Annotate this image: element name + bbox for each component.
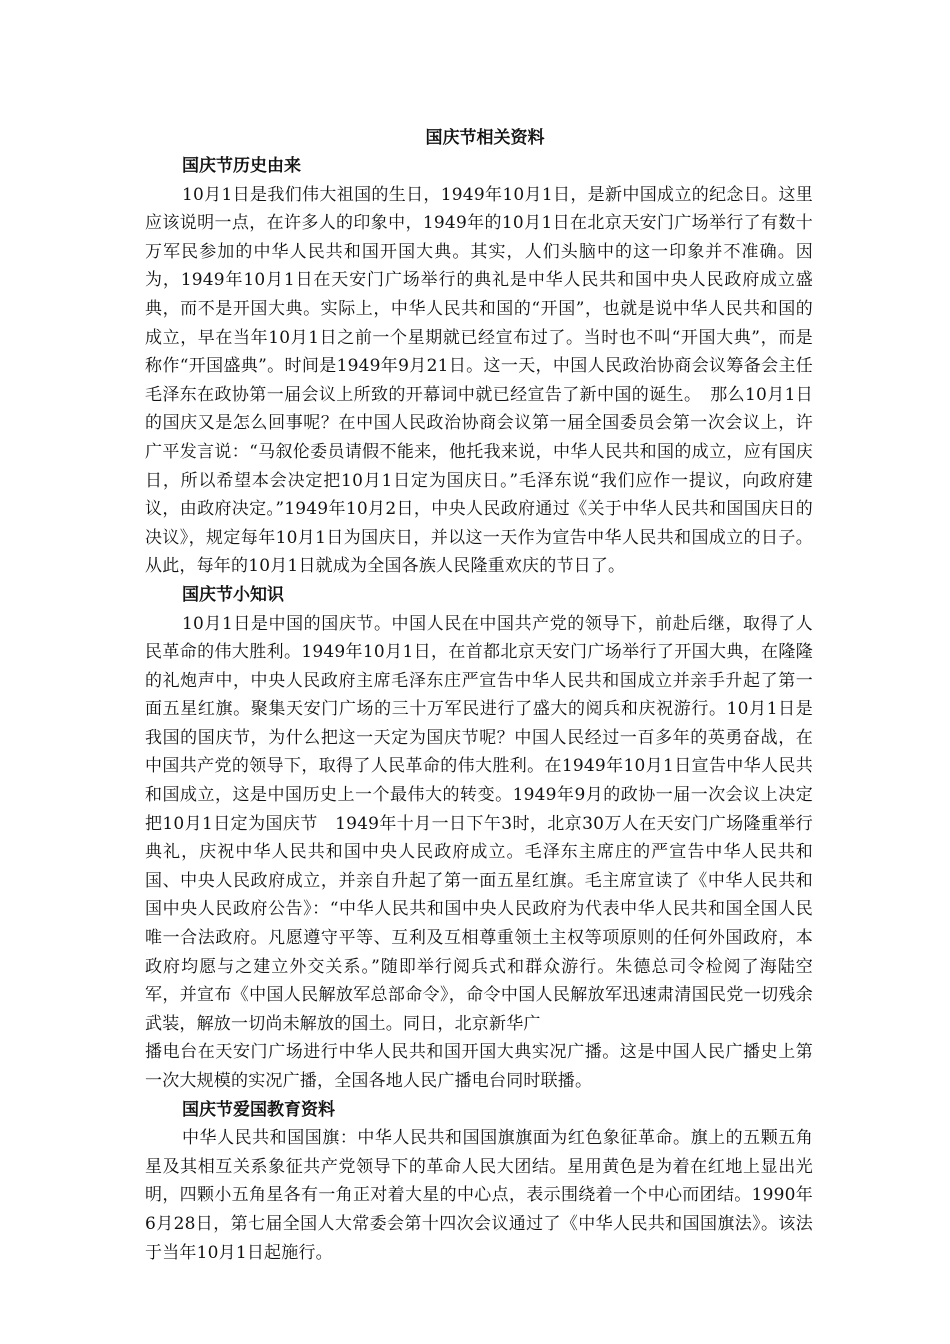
- section-heading: 国庆节爱国教育资料: [182, 1099, 335, 1120]
- paragraph: 播电台在天安门广场进行中华人民共和国开国大典实况广播。这是中国人民广播史上第一次大规模的实况广播，全国各地人民广播电台同时联播。: [145, 1042, 813, 1091]
- paragraph: 10月1日是我们伟大祖国的生日，1949年10月1日，是新中国成立的纪念日。这里应该说明一点，在许多人的印象中，1949年的10月1日在北京天安门广场举行了有数十万军民参加的中华人民共和国开国大典。其实，人们头脑中的这一印象并不准确。因为，1949年10月1日在天安门广场举行的典礼是中华人民共和国中央人民政府成立盛典，而不是开国大典。实际上，中华人民共和国的“开国”，也就是说中华人民共和国的成立，早在当年10月1日之前一个星期就已经宣布过了。当时也不叫“开国大典”，而是称作“开国盛典”。时间是1949年9月21日。这一天，中国人民政治协商会议筹备会主任毛泽东在政协第一届会议上所致的开幕词中就已经宣告了新中国的诞生。 那么10月1日的国庆又是怎么回事呢？在中国人民政治协商会议第一届全国委员会第一次会议上，许广平发言说：“马叙伦委员请假不能来，他托我来说，中华人民共和国的成立，应有国庆日，所以希望本会决定把10月1日定为国庆日。”毛泽东说“我们应作一提议，向政府建议，由政府决定。”1949年10月2日，中央人民政府通过《关于中华人民共和国国庆日的决议》，规定每年10月1日为国庆日，并以这一天作为宣告中华人民共和国成立的日子。从此，每年的10月1日就成为全国各族人民隆重欢庆的节日了。: [145, 184, 813, 577]
- section-heading: 国庆节历史由来: [182, 156, 301, 176]
- document-page: [145, 124, 813, 1267]
- section-history: [145, 152, 813, 581]
- section-heading: 国庆节小知识: [182, 584, 284, 605]
- paragraph: 10月1日是中国的国庆节。中国人民在中国共产党的领导下，前赴后继，取得了人民革命的伟大胜利。1949年10月1日，在首都北京天安门广场举行了开国大典，在隆隆的礼炮声中，中央人民政府主席毛泽东庄严宣告中华人民共和国成立并亲手升起了第一面五星红旗。聚集天安门广场的三十万军民进行了盛大的阅兵和庆祝游行。10月1日是我国的国庆节，为什么把这一天定为国庆节呢？中国人民经过一百多年的英勇奋战，在中国共产党的领导下，取得了人民革命的伟大胜利。在1949年10月1日宣告中华人民共和国成立，这是中国历史上一个最伟大的转变。1949年9月的政协一届一次会议上决定把10月1日定为国庆节 1949年十月一日下午3时，北京30万人在天安门广场隆重举行典礼，庆祝中华人民共和国中央人民政府成立。毛泽东主席庄的严宣告中华人民共和国、中央人民政府成立，并亲自升起了第一面五星红旗。毛主席宣读了《中华人民共和国中央人民政府公告》：“中华人民共和国中央人民政府为代表中华人民共和国全国人民唯一合法政府。凡愿遵守平等、互利及互相尊重领土主权等项原则的任何外国政府，本政府均愿与之建立外交关系。”随即举行阅兵式和群众游行。朱德总司令检阅了海陆空军，并宣布《中国人民解放军总部命令》，命令中国人民解放军迅速肃清国民党一切残余武装，解放一切尚未解放的国土。同日，北京新华广: [145, 613, 813, 1034]
- paragraph: 中华人民共和国国旗：中华人民共和国国旗旗面为红色象征革命。旗上的五颗五角星及其相互关系象征共产党领导下的革命人民大团结。星用黄色是为着在红地上显出光明，四颗小五角星各有一角正对着大星的中心点，表示围绕着一个中心而团结。1990年6月28日，第七届全国人大常委会第十四次会议通过了《中华人民共和国国旗法》。该法于当年10月1日起施行。: [145, 1128, 813, 1263]
- document-title: 国庆节相关资料: [425, 128, 545, 148]
- section-knowledge: [145, 581, 813, 1096]
- section-patriotic-education: [145, 1096, 813, 1268]
